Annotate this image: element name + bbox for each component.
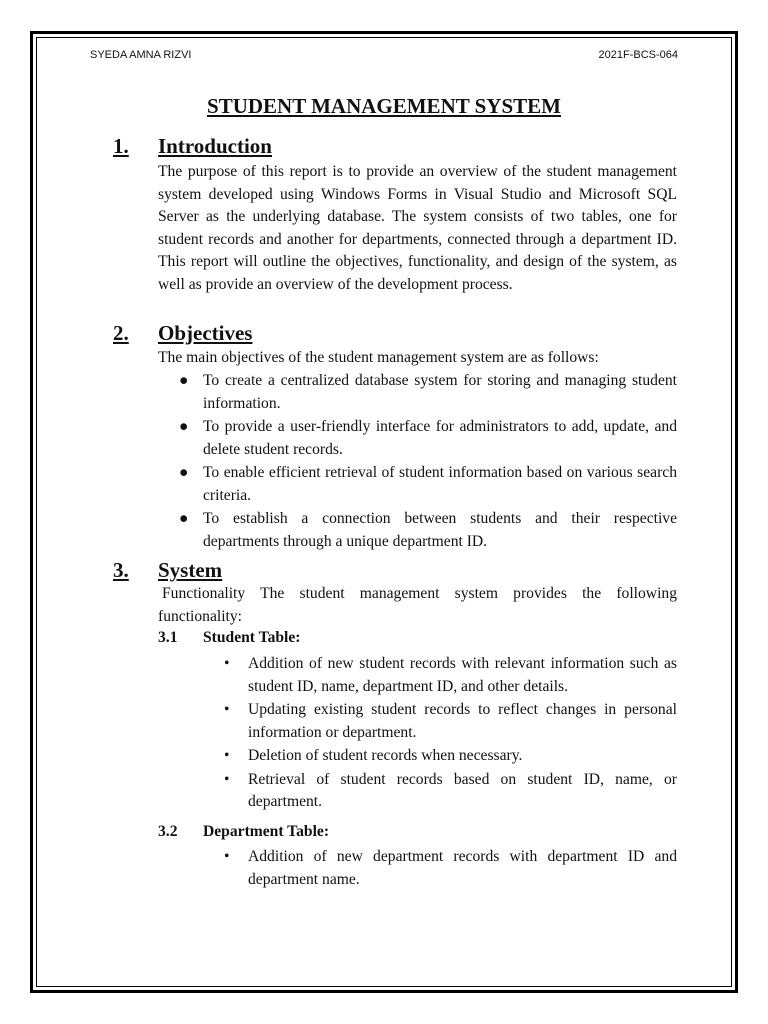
list-item: • Addition of new student records with relevant information such as student ID, name, department ID, and other details. xyxy=(224,655,677,695)
system-intro-paragraph: Functionality The student management system provides the following functionality: xyxy=(158,585,677,625)
bullet-dot-icon: • xyxy=(224,848,230,865)
bullet-dot-icon: • xyxy=(224,770,230,788)
list-item: • Deletion of student records when necessary. xyxy=(248,745,677,768)
list-item: • Addition of new department records with department ID and department name. xyxy=(224,848,677,888)
header-roll-number: 2021F-BCS-064 xyxy=(598,49,678,61)
student-table-list xyxy=(224,653,677,815)
subsection-heading-student-table xyxy=(158,627,301,649)
objectives-intro-paragraph: The main objectives of the student management system are as follows: xyxy=(158,349,599,366)
section-heading-objectives xyxy=(113,321,252,345)
subsection-heading-department-table xyxy=(158,821,329,843)
objectives-list xyxy=(179,370,677,554)
list-item: ● To create a centralized database system for storing and managing student information. xyxy=(179,372,677,412)
section-label: Objectives xyxy=(158,321,253,345)
section-label: Introduction xyxy=(158,134,272,158)
section-heading-introduction xyxy=(113,134,272,158)
subsection-number: 3.1 xyxy=(158,629,178,646)
bullet-dot-icon: ● xyxy=(179,510,189,527)
section-number: 2. xyxy=(113,321,129,345)
list-item: ● To establish a connection between students and their respective departments through a unique department ID. xyxy=(179,510,677,550)
bullet-dot-icon: • xyxy=(224,655,230,672)
bullet-dot-icon: ● xyxy=(179,372,189,389)
list-item: ● To provide a user-friendly interface for administrators to add, update, and delete student records. xyxy=(179,418,677,458)
section-label: System xyxy=(158,558,223,582)
introduction-paragraph: The purpose of this report is to provide an overview of the student management system developed using Windows Forms in Visual Studio and Microsoft SQL Server as the underlying database. The system consists of two tables, one for student records and another for departments, connected through a department ID. This report will outline the objectives, functionality, and design of the system, as well as provide an overview of the development process. xyxy=(158,163,677,293)
department-table-list xyxy=(224,846,677,892)
header-author: SYEDA AMNA RIZVI xyxy=(90,49,192,61)
list-item: • Retrieval of student records based on student ID, name, or department. xyxy=(224,770,677,810)
section-heading-system xyxy=(113,558,222,582)
subsection-label: Student Table: xyxy=(203,629,301,646)
bullet-dot-icon: • xyxy=(224,747,230,764)
list-item: ● To enable efficient retrieval of student information based on various search criteria. xyxy=(179,464,677,504)
page-header xyxy=(90,49,678,61)
document-title: STUDENT MANAGEMENT SYSTEM xyxy=(207,94,561,118)
section-number: 1. xyxy=(113,134,129,158)
list-item: • Updating existing student records to reflect changes in personal information or department. xyxy=(224,701,677,741)
section-number: 3. xyxy=(113,558,129,582)
bullet-dot-icon: ● xyxy=(179,418,189,435)
subsection-number: 3.2 xyxy=(158,823,178,840)
subsection-label: Department Table: xyxy=(203,823,330,840)
bullet-dot-icon: ● xyxy=(179,464,189,481)
bullet-dot-icon: • xyxy=(224,701,230,718)
